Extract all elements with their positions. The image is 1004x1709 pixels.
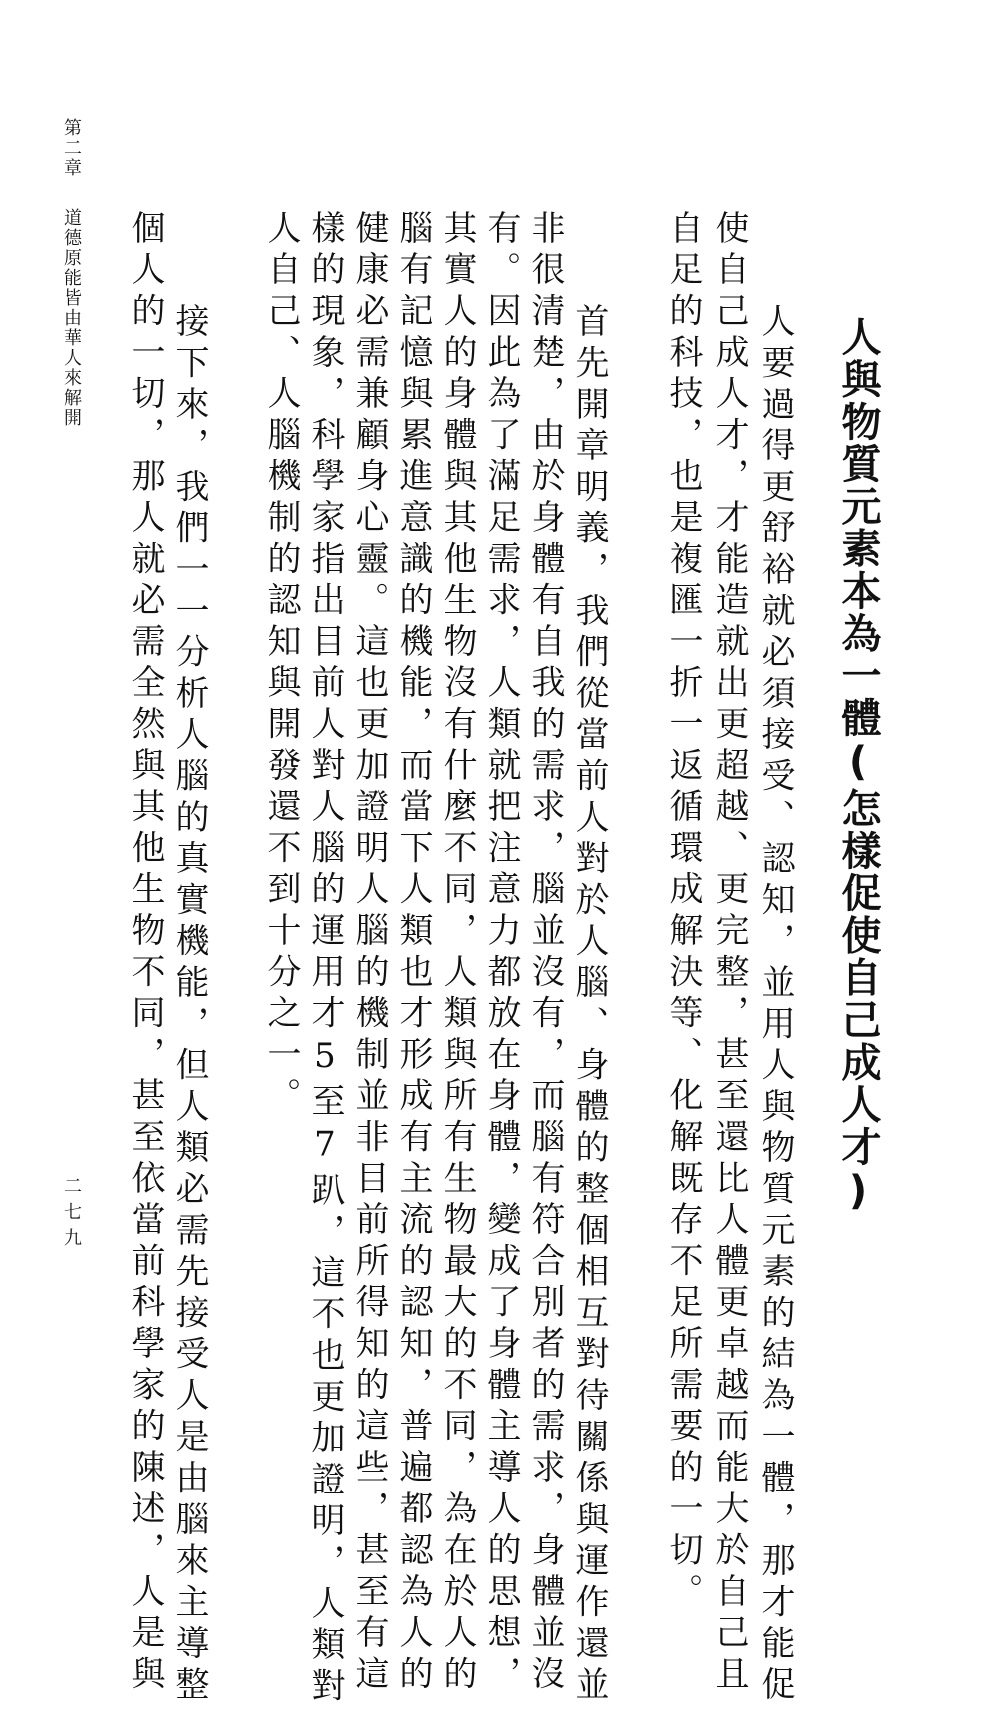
text-column: 人自己、人腦機制的認知與開發還不到十分之一。: [261, 210, 301, 1119]
text-column: 有。因此為了滿足需求，人類就把注意力都放在身體，變成了身體主導人的思想，: [481, 210, 521, 1697]
text-column: 個人的一切，那人就必需全然與其他生物不同，甚至依當前科學家的陳述，人是與: [125, 210, 165, 1697]
text-column: 樣的現象，科學家指出目前人對人腦的運用才5至7趴，這不也更加證明，人類對: [305, 210, 345, 1709]
text-column: 腦有記憶與累進意識的機能，而當下人類也才形成有主流的認知，普遍都認為人的: [393, 210, 433, 1697]
text-column: 非很清楚，由於身體有自我的需求，腦並沒有，而腦有符合別者的需求，身體並沒: [525, 210, 565, 1697]
text-column: 接下來，我們一一分析人腦的真實機能，但人類必需先接受人是由腦來主導整: [169, 262, 209, 1708]
chapter-section-title: 人與物質元素本為一體(怎樣促使自己成人才): [835, 316, 881, 1217]
text-column: 自足的科技，也是複匯一折一返循環成解決等、化解既存不足所需要的一切。: [663, 210, 703, 1615]
text-column: 使自己成人才，才能造就出更超越、更完整，甚至還比人體更卓越而能大於自己且: [709, 210, 749, 1697]
page-number: 二七九: [61, 1176, 82, 1254]
text-column: 首先開章明義，我們從當前人對於人腦、身體的整個相互對待關係與運作還並: [569, 262, 609, 1708]
running-head-chapter: 第二章: [61, 118, 82, 178]
running-head-chapter-title: 道德原能皆由華人來解開: [61, 208, 82, 428]
text-column: 其實人的身體與其他生物沒有什麼不同，人類與所有生物最大的不同，為在於人的: [437, 210, 477, 1697]
text-column: 健康必需兼顧身心靈。這也更加證明人腦的機制並非目前所得知的這些，甚至有這: [349, 210, 389, 1697]
text-column: 人要過得更舒裕就必須接受、認知，並用人與物質元素的結為一體，那才能促: [755, 262, 795, 1708]
